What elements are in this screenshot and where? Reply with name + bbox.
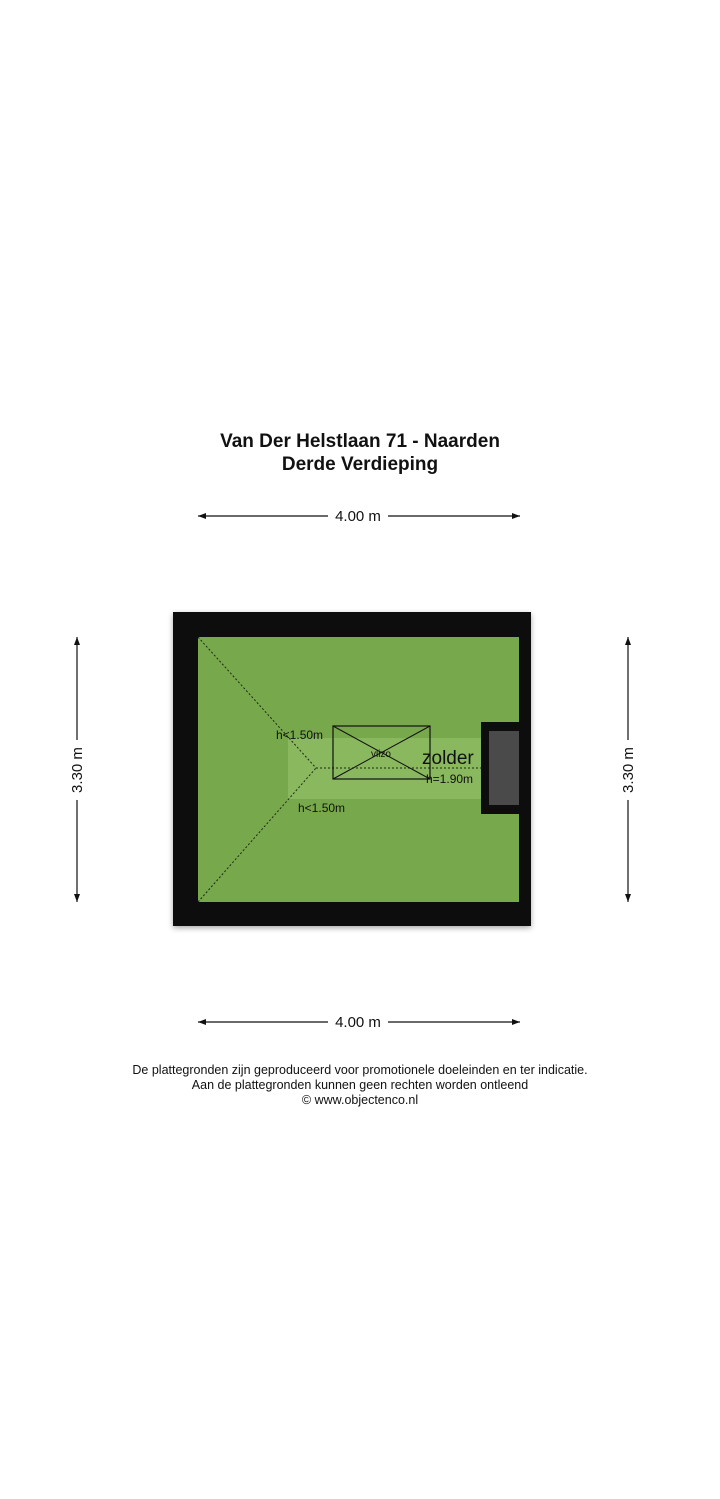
plan-title-address: Van Der Helstlaan 71 - Naarden (220, 431, 500, 452)
disclaimer-line-2: Aan de plattegronden kunnen geen rechten worden ontleend (191, 1078, 529, 1092)
dimension-right (620, 637, 637, 902)
dimension-left-label: 3.30 m (69, 747, 86, 793)
dimension-top (198, 508, 520, 525)
room-name: zolder (422, 748, 474, 769)
plan-title-floor: Derde Verdieping (281, 454, 439, 475)
room-height: h=1.90m (426, 772, 474, 786)
slope-height-label-bottom: h<1.50m (298, 801, 346, 815)
dimension-top-label: 4.00 m (335, 508, 381, 525)
slope-height-label-left: h<1.50m (276, 728, 324, 742)
dimension-right-label: 3.30 m (620, 747, 637, 793)
dimension-bottom-label: 4.00 m (335, 1014, 381, 1031)
attic-hatch-label: vlizo (370, 749, 392, 760)
disclaimer-line-1: De plattegronden zijn geproduceerd voor promotionele doeleinden en ter indicatie. (132, 1063, 588, 1077)
chimney (489, 731, 519, 805)
dimension-bottom (198, 1014, 520, 1031)
copyright: © www.objectenco.nl (301, 1093, 419, 1107)
dimension-left (69, 637, 86, 902)
